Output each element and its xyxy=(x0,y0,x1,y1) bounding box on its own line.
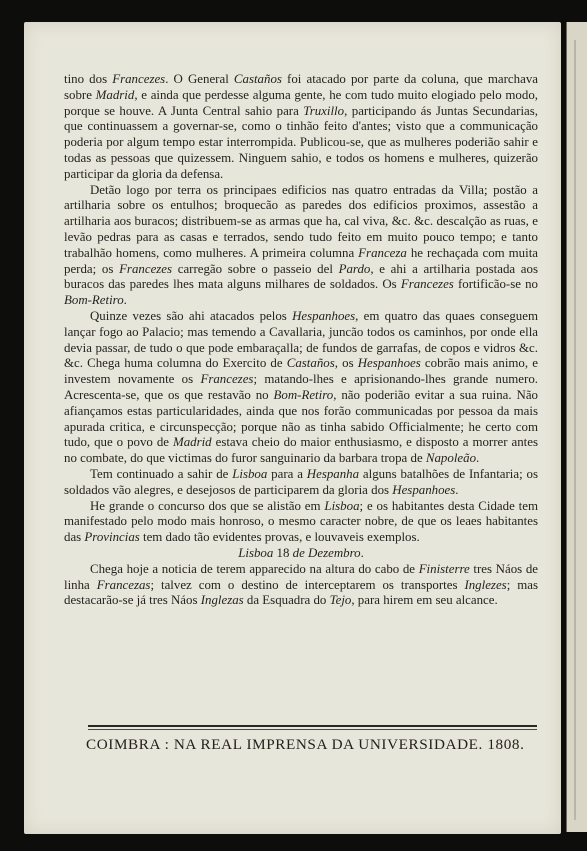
italic-term: Tejo xyxy=(329,593,352,608)
adjacent-page-edge xyxy=(566,22,587,832)
paragraph xyxy=(64,467,538,499)
imprint-rule xyxy=(88,725,537,727)
text-run: foi atacado por parte da coluna, que marchava sobre xyxy=(64,72,538,102)
text-run: para a xyxy=(267,466,307,481)
article-body xyxy=(64,72,538,609)
italic-term: Madrid xyxy=(95,87,135,102)
text-run: , em quatro das quaes conseguem lançar fogo ao Palacio; mas temendo a Cavallaria, juncão todos os caminhos, por onde ella devia passar, de tudo o que pode embaraçalla; de fundos de garrafas, de copos e vidros &c. &c. Chega huma columna do Exercito de xyxy=(64,308,538,371)
text-run: estava cheio do maior enthusiasmo, e disposto a morrer antes no combate, do que victimas do furor sanguinario da barbara tropa de xyxy=(64,435,538,466)
imprint-rule-thin xyxy=(88,729,537,730)
italic-term: Inglezas xyxy=(200,593,244,608)
italic-term: Hespanhoes xyxy=(357,356,421,371)
text-run: . xyxy=(360,545,364,560)
italic-term: Bom-Retiro xyxy=(64,293,124,308)
italic-term: Hespanhoes xyxy=(292,308,356,323)
paragraph xyxy=(64,309,538,467)
italic-term: de Dezembro xyxy=(292,545,361,560)
text-run: tres Náos de linha xyxy=(64,561,538,592)
text-run: ; e os habitantes desta Cidade tem manifestado pelo modo mais honroso, o mesmo caracter nobre, de que os leaes habitantes das xyxy=(64,498,538,545)
italic-term: Truxillo xyxy=(303,103,345,118)
italic-term: Lisboa xyxy=(238,545,274,560)
text-run: . xyxy=(123,293,127,308)
italic-term: Franceza xyxy=(358,245,407,260)
text-run: , participando ás Juntas Secundarias, que continuassem a governar-se, como o tinhão feito d'antes; visto que a communicação poderia por algum tempo estar interrompida. Publicou-se, que as mulheres poderião sahir e todas as pessoas que quizessem. Ninguem sahio, e todos os homens e mulheres, quizerão participar da gloria da defensa. xyxy=(64,103,538,181)
text-run: Detão logo por terra os principaes edificios nas quatro entradas da Villa; postão a artilharia sobre os entulhos; broquecão as paredes dos edificios proximos, assestão a artilharia aos buracos; distribuem-se as armas que ha, cal viva, &c. &c. descalção as ruas, e levão pedras para as casas e terrados, sendo tudo feito em muito pouco tempo; e tanto trabalhão homens, como mulheres. A primeira columna xyxy=(64,182,538,260)
italic-term: Lisboa xyxy=(232,466,268,481)
text-run: fortificão-se no xyxy=(453,277,538,292)
italic-term: Francezes xyxy=(400,277,454,292)
text-run: 18 xyxy=(273,545,293,560)
text-run: tem dado tão evidentes provas, e louvaveis exemplos. xyxy=(139,530,420,545)
italic-term: Madrid xyxy=(172,435,212,450)
italic-term: Finisterre xyxy=(418,561,470,576)
text-run: tino dos xyxy=(64,72,113,86)
text-run: . xyxy=(476,451,480,466)
dateline xyxy=(64,546,538,562)
text-run: da Esquadra do xyxy=(243,593,330,608)
text-run: he rechaçada com muita perda; os xyxy=(64,245,538,276)
italic-term: Francezes xyxy=(119,261,173,276)
text-run: ; talvez com o destino de interceptarem os transportes xyxy=(150,577,465,592)
text-run: Tem continuado a sahir de xyxy=(90,466,233,481)
italic-term: Inglezes xyxy=(464,577,507,592)
italic-term: Provincias xyxy=(84,530,140,545)
italic-term: Castaños xyxy=(233,72,282,86)
text-run: Chega hoje a noticia de terem apparecido na altura do cabo de xyxy=(90,561,419,576)
italic-term: Lisboa xyxy=(324,498,360,513)
printer-imprint: COIMBRA : NA REAL IMPRENSA DA UNIVERSIDADE. 1808. xyxy=(86,736,525,753)
adjacent-page-fold xyxy=(574,40,576,820)
text-run: . xyxy=(455,482,459,497)
italic-term: Napoleão xyxy=(425,451,477,466)
paragraph xyxy=(64,183,538,309)
italic-term: Hespanhoes xyxy=(392,482,456,497)
italic-term: Francezas xyxy=(96,577,151,592)
text-run: ; matando-lhes e aprisionando-lhes grande numero. Acrescenta-se, que os que restavão no xyxy=(64,372,538,402)
italic-term: Pardo xyxy=(338,261,371,276)
text-run: ; mas destacarão-se já tres Náos xyxy=(64,577,539,608)
text-run: , não poderião evitar a sua ruina. Não afiançamos estas particularidades, ainda que nos forão communicadas por pessoa da mais apurada critica, e circunspecção; porque não as tinha sabido Officialmente; he certo com tudo, que o povo de xyxy=(64,387,538,450)
italic-term: Castaños xyxy=(286,356,335,371)
paragraph xyxy=(64,72,538,183)
text-run: He grande o concurso dos que se alistão em xyxy=(90,498,325,513)
italic-term: Francezes xyxy=(112,72,166,86)
paragraph xyxy=(64,499,538,546)
text-run: carregão sobre o passeio del xyxy=(172,261,339,276)
text-run: Quinze vezes são ahi atacados pelos xyxy=(90,308,293,323)
italic-term: Bom-Retiro xyxy=(273,387,334,402)
text-run: , e ainda que perdesse alguma gente, he com tudo muito elogiado pelo modo, porque se houve. A Junta Central sahio para xyxy=(64,87,538,118)
italic-term: Francezes xyxy=(200,372,254,387)
paragraph xyxy=(64,562,538,609)
text-run: , os xyxy=(334,356,358,371)
text-run: . O General xyxy=(165,72,234,86)
text-run: alguns batalhões de Infantaria; os soldados vão alegres, e desejosos de participarem da gloria dos xyxy=(64,466,538,497)
text-run: , para hirem em seu alcance. xyxy=(351,593,498,608)
text-run: , e ahi a artilharia postada aos buracos das paredes lhes mata alguns milhares de soldados. Os xyxy=(64,261,538,292)
text-run: cobrão mais animo, e investem novamente os xyxy=(64,356,538,387)
italic-term: Hespanha xyxy=(306,466,360,481)
